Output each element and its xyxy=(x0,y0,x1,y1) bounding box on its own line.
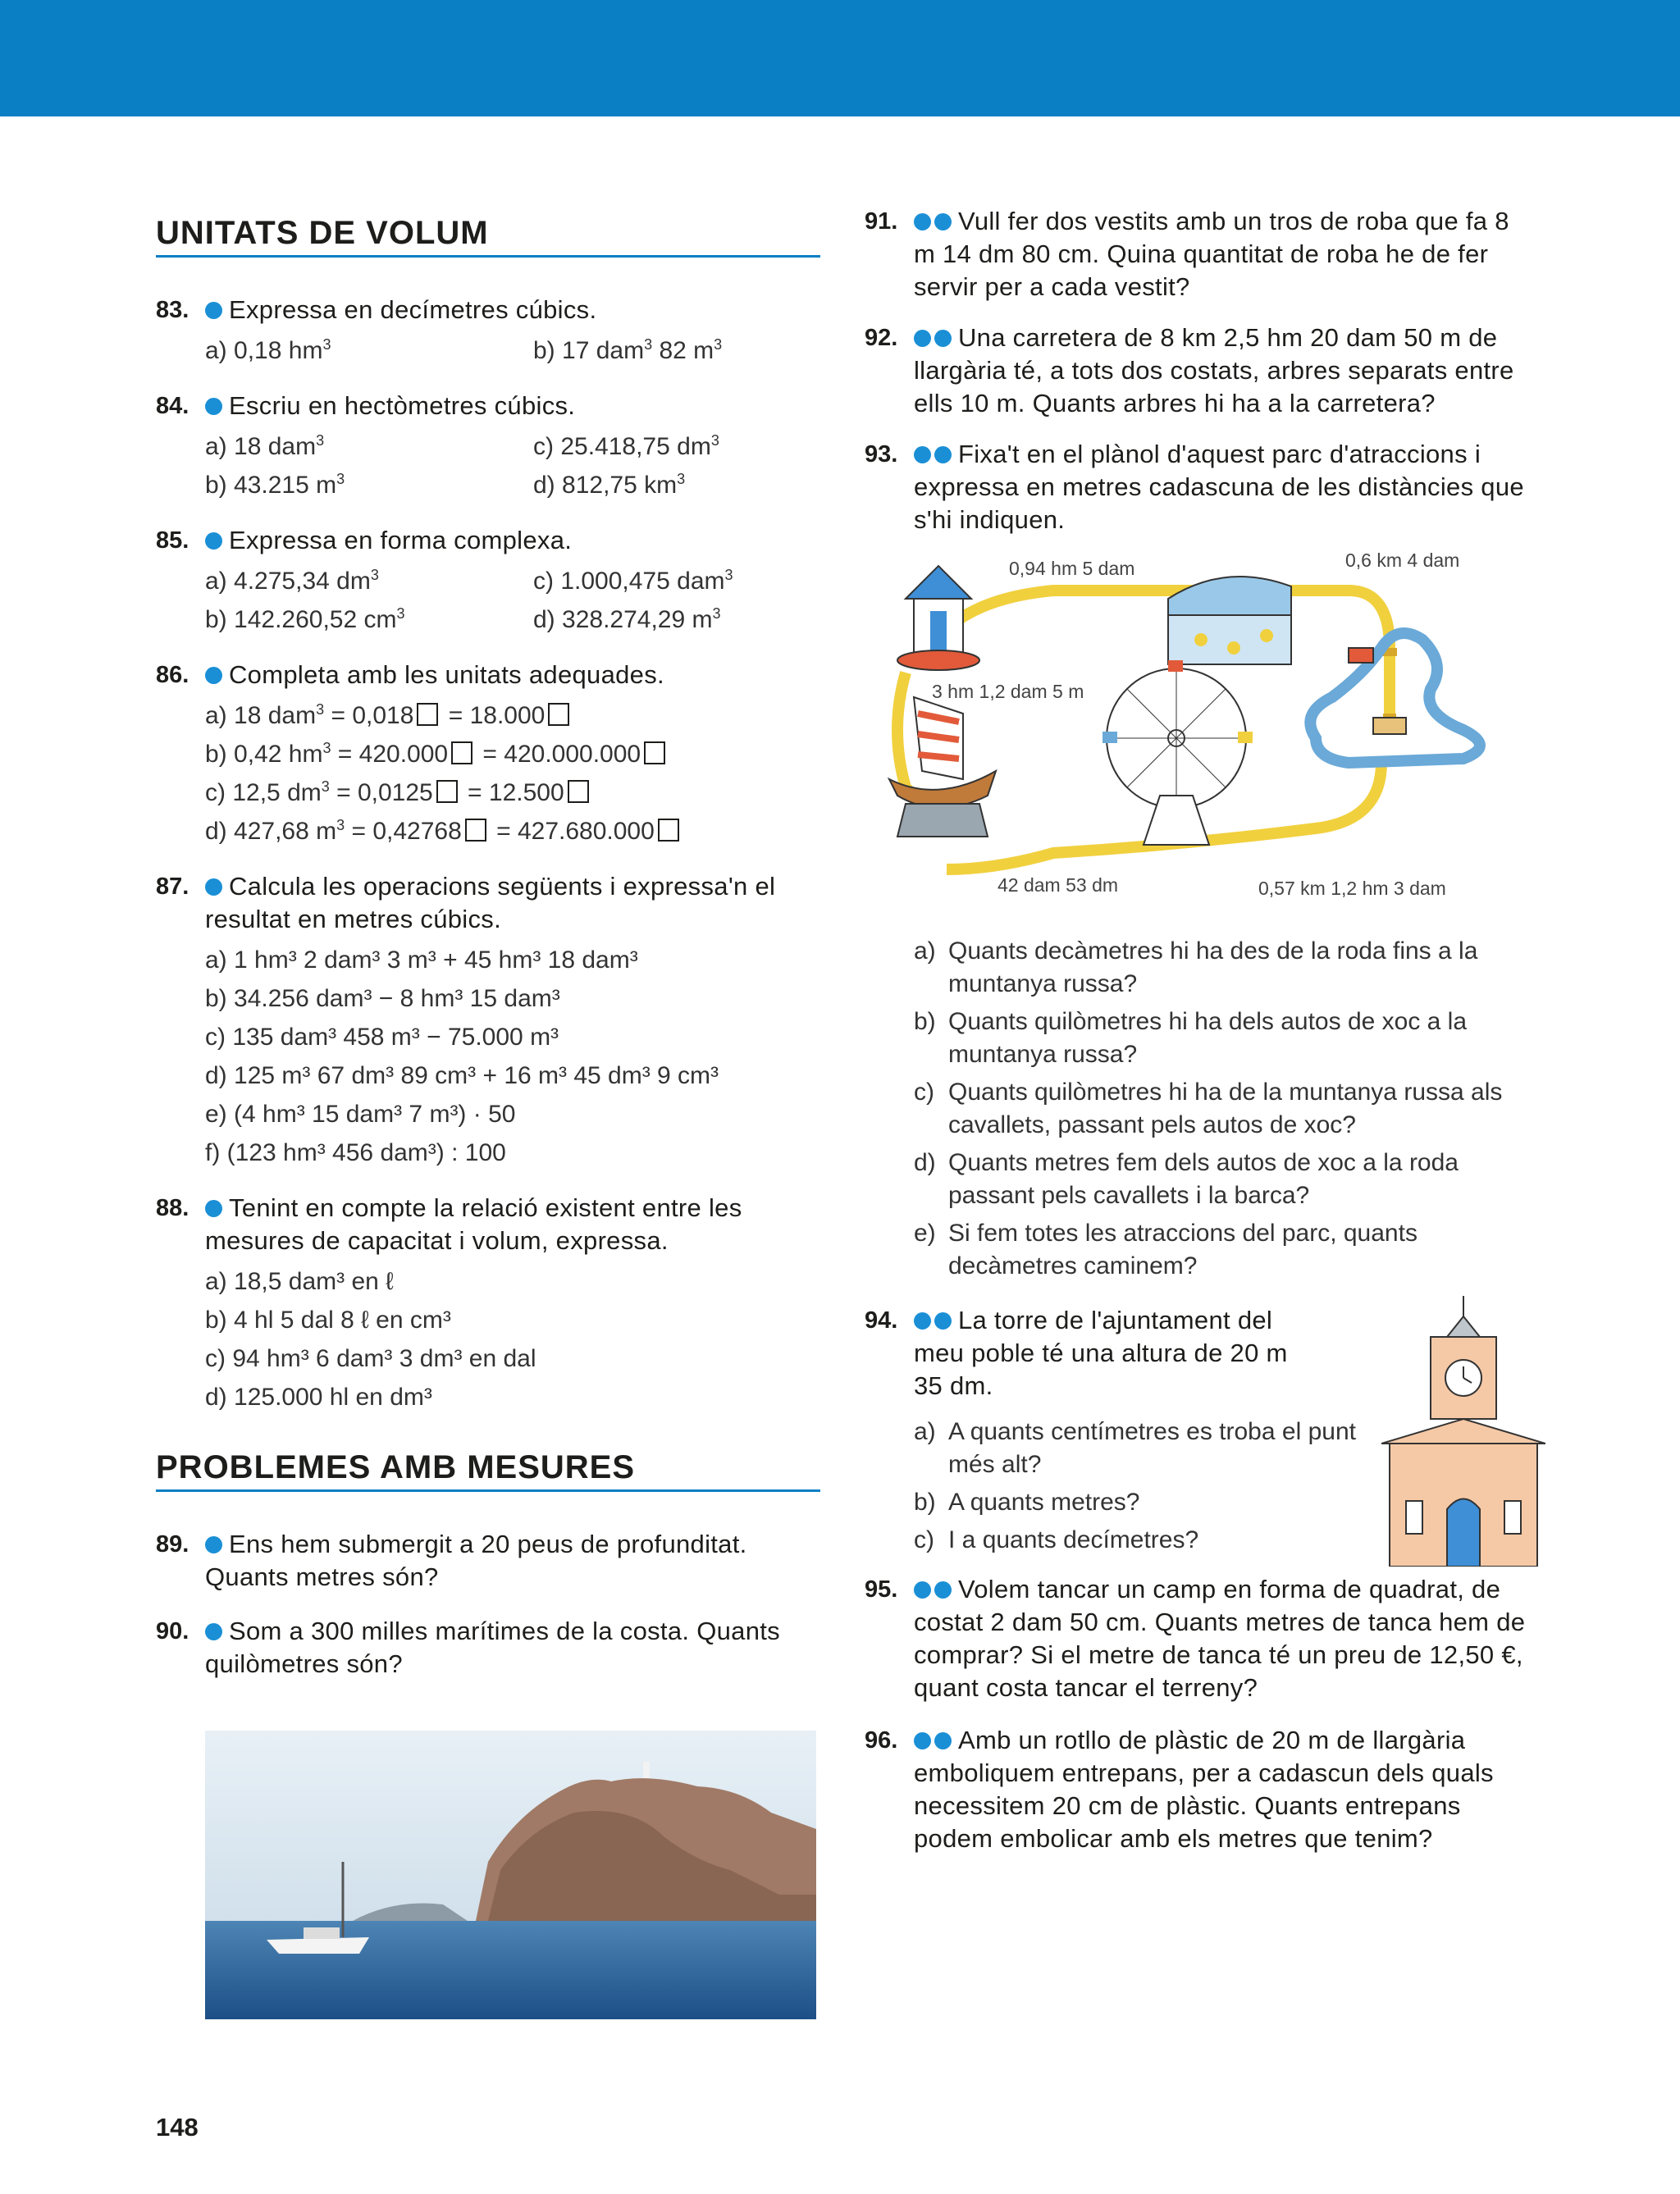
item-b: b) A quants metres? xyxy=(914,1489,1140,1516)
blank-box xyxy=(451,741,472,764)
difficulty-dot-icon xyxy=(205,532,222,550)
item-c: c) I a quants decímetres? xyxy=(914,1526,1199,1553)
section-title-volume-units: UNITATS DE VOLUM xyxy=(156,215,820,258)
problem-question: Expressa en decímetres cúbics. xyxy=(229,295,597,324)
problem-85 xyxy=(156,524,820,639)
item-c: c) 135 dam³ 458 m³ − 75.000 m³ xyxy=(205,1024,559,1051)
problem-number: 86. xyxy=(156,662,189,688)
difficulty-dot-icon xyxy=(934,213,952,230)
problem-95 xyxy=(865,1573,1537,1704)
item-d: d) Quants metres fem dels autos de xoc a la roda passant pels cavallets i la barca? xyxy=(914,1149,1459,1209)
difficulty-dot-icon xyxy=(914,1581,931,1599)
problem-number: 94. xyxy=(865,1307,898,1334)
item-b: b) 43.215 $m^3$ xyxy=(205,471,345,499)
section-title-problems: PROBLEMES AMB MESURES xyxy=(156,1449,820,1492)
problem-question: Vull fer dos vestits amb un tros de roba que fa 8 m 14 dm 80 cm. Quina quantitat de roba he de fer servir per a cada vestit? xyxy=(914,207,1509,301)
problem-question: La torre de l'ajuntament del meu poble té una altura de 20 m 35 dm. xyxy=(914,1306,1288,1400)
item-d: d) 125 m³ 67 dm³ 89 cm³ + 16 m³ 45 dm³ 9 cm³ xyxy=(205,1062,719,1089)
difficulty-dot-icon xyxy=(934,1581,952,1599)
blank-box xyxy=(417,703,438,726)
item-b: b) 0,42 $hm^3 = 420.000 = 420.000.000$ xyxy=(205,735,820,773)
blank-box xyxy=(644,741,665,764)
answer-items xyxy=(205,562,820,639)
page-number: 148 xyxy=(156,2113,199,2142)
answer-items xyxy=(205,427,820,504)
problem-number: 96. xyxy=(865,1727,898,1754)
blank-box xyxy=(658,819,679,842)
difficulty-dot-icon xyxy=(205,667,222,684)
left-column xyxy=(156,205,820,1694)
difficulty-dot-icon xyxy=(914,446,931,463)
map-label-left: 3 hm 1,2 dam 5 m xyxy=(932,681,1084,702)
ferris-wheel-icon xyxy=(1102,660,1253,845)
problem-88 xyxy=(156,1192,820,1416)
answer-items xyxy=(205,331,820,370)
item-a: a) 18,5 dam³ en ℓ xyxy=(205,1268,394,1295)
problem-number: 91. xyxy=(865,208,898,235)
problem-number: 93. xyxy=(865,441,898,468)
item-a: a) 18 dam$^3$ xyxy=(205,432,325,460)
difficulty-dot-icon xyxy=(914,1312,931,1330)
item-b: b) 17 dam$^3$ 82 $m^3$ xyxy=(533,336,723,364)
item-d: d) 812,75 $km^3$ xyxy=(533,471,686,499)
blank-box xyxy=(465,819,486,842)
item-a: a) 1 hm³ 2 dam³ 3 m³ + 45 hm³ 18 dam³ xyxy=(205,946,638,974)
map-label-top-right: 0,6 km 4 dam xyxy=(1345,550,1460,571)
problem-number: 87. xyxy=(156,873,189,900)
difficulty-dot-icon xyxy=(934,1312,952,1330)
problem-number: 83. xyxy=(156,297,189,323)
problem-question: Ens hem submergit a 20 peus de profunditat. Quants metres són? xyxy=(205,1530,747,1591)
problem-question: Una carretera de 8 km 2,5 hm 20 dam 50 m de llargària té, a tots dos costats, arbres separats entre ells 10 m. Quants arbres hi ha a la carretera? xyxy=(914,323,1514,417)
problem-96 xyxy=(865,1724,1537,1855)
blank-box xyxy=(548,703,569,726)
answer-items xyxy=(205,941,820,1172)
difficulty-dot-icon xyxy=(205,1200,222,1217)
difficulty-dot-icon xyxy=(934,1732,952,1749)
difficulty-dot-icon xyxy=(934,446,952,463)
problem-92 xyxy=(865,322,1537,420)
item-c: c) 1.000,475 dam$^3$ xyxy=(533,567,733,595)
item-b: b) 34.256 dam³ − 8 hm³ 15 dam³ xyxy=(205,985,560,1012)
difficulty-dot-icon xyxy=(914,330,931,347)
problem-89 xyxy=(156,1528,820,1594)
item-b: b) 142.260,52 $cm^3$ xyxy=(205,605,405,633)
item-e: e) (4 hm³ 15 dam³ 7 m³) · 50 xyxy=(205,1101,516,1128)
problem-86 xyxy=(156,659,820,851)
difficulty-dot-icon xyxy=(205,878,222,896)
answer-items xyxy=(205,696,820,851)
problem-question: Expressa en forma complexa. xyxy=(229,526,573,554)
town-hall-tower-icon xyxy=(1381,1296,1545,1567)
blank-box xyxy=(568,780,589,803)
map-label-bottom-right: 0,57 km 1,2 hm 3 dam xyxy=(1258,878,1446,899)
problem-93-items xyxy=(865,935,1537,1283)
item-a: a) Quants decàmetres hi ha des de la roda fins a la muntanya russa? xyxy=(914,937,1478,997)
map-label-bottom-left: 42 dam 53 dm xyxy=(998,874,1119,896)
problem-94-block xyxy=(865,1304,1537,1557)
item-a: a) A quants centímetres es troba el punt més alt? xyxy=(914,1418,1356,1478)
problem-question: Tenint en compte la relació existent entre les mesures de capacitat i volum, expressa. xyxy=(205,1193,742,1255)
problem-number: 88. xyxy=(156,1195,189,1221)
problem-84 xyxy=(156,390,820,504)
problem-94-items xyxy=(865,1416,1373,1557)
problem-question: Amb un rotllo de plàstic de 20 m de llargària emboliquem entrepans, per a cadascun dels quals necessitem 20 cm de plàstic. Quants entrepans podem embolicar amb els metres que tenim? xyxy=(914,1726,1494,1853)
problem-number: 89. xyxy=(156,1531,189,1558)
top-banner xyxy=(0,0,1680,116)
map-label-top-left: 0,94 hm 5 dam xyxy=(1009,558,1135,579)
item-d: d) 328.274,29 $m^3$ xyxy=(533,605,721,633)
item-b: b) Quants quilòmetres hi ha dels autos de xoc a la muntanya russa? xyxy=(914,1008,1468,1068)
item-e: e) Si fem totes les atraccions del parc, quants decàmetres caminem? xyxy=(914,1220,1418,1279)
item-d: d) 125.000 hl en dm³ xyxy=(205,1384,432,1411)
coast-photo xyxy=(205,1731,816,2019)
item-c: c) 12,5 $dm^3 = 0,0125 = 12.500$ xyxy=(205,773,820,812)
item-f: f) (123 hm³ 456 dam³) : 100 xyxy=(205,1139,506,1166)
blank-box xyxy=(436,780,458,803)
difficulty-dot-icon xyxy=(205,1536,222,1553)
problem-question: Volem tancar un camp en forma de quadrat, de costat 2 dam 50 cm. Quants metres de tanca hem de comprar? Si el metre de tanca té un preu de 12,50 €, quant costa tancar el terreny? xyxy=(914,1575,1526,1702)
item-a: a) 4.275,34 $dm^3$ xyxy=(205,567,379,595)
answer-items xyxy=(205,1262,820,1416)
right-column xyxy=(865,205,1537,1868)
problem-question: Escriu en hectòmetres cúbics. xyxy=(229,391,576,420)
problem-question: Completa amb les unitats adequades. xyxy=(229,660,664,689)
problem-number: 95. xyxy=(865,1576,898,1603)
item-c: c) 25.418,75 $dm^3$ xyxy=(533,432,719,460)
bumper-cars-icon xyxy=(1168,577,1291,664)
problem-91 xyxy=(865,205,1537,303)
problem-number: 92. xyxy=(865,325,898,351)
difficulty-dot-icon xyxy=(914,1732,931,1749)
item-d: d) 427,68 $m^3 = 0,42768 = 427.680.000$ xyxy=(205,812,820,851)
item-b: b) 4 hl 5 dal 8 ℓ en cm³ xyxy=(205,1307,451,1334)
problem-number: 85. xyxy=(156,527,189,554)
item-c: c) Quants quilòmetres hi ha de la muntanya russa als cavallets, passant pels autos de xoc? xyxy=(914,1079,1503,1138)
problem-question: Fixa't en el plànol d'aquest parc d'atraccions i expressa en metres cadascuna de les distàncies que s'hi indiquen. xyxy=(914,440,1524,534)
difficulty-dot-icon xyxy=(205,1623,222,1640)
amusement-park-map xyxy=(856,550,1529,919)
problem-87 xyxy=(156,870,820,1172)
item-a: a) 18 dam$^3$ = 0,018 = 18.000 xyxy=(205,696,820,735)
problem-question: Calcula les operacions següents i expressa'n el resultat en metres cúbics. xyxy=(205,872,776,933)
problem-94 xyxy=(865,1304,1291,1403)
problem-83 xyxy=(156,294,820,370)
problem-90 xyxy=(156,1615,820,1681)
difficulty-dot-icon xyxy=(914,213,931,230)
problem-number: 84. xyxy=(156,393,189,419)
item-a: a) 0,18 $hm^3$ xyxy=(205,336,331,364)
difficulty-dot-icon xyxy=(205,302,222,319)
problem-question: Som a 300 milles marítimes de la costa. Quants quilòmetres són? xyxy=(205,1617,780,1678)
item-c: c) 94 hm³ 6 dam³ 3 dm³ en dal xyxy=(205,1345,536,1372)
problem-number: 90. xyxy=(156,1618,189,1644)
difficulty-dot-icon xyxy=(934,330,952,347)
difficulty-dot-icon xyxy=(205,398,222,415)
problem-93 xyxy=(865,438,1537,536)
